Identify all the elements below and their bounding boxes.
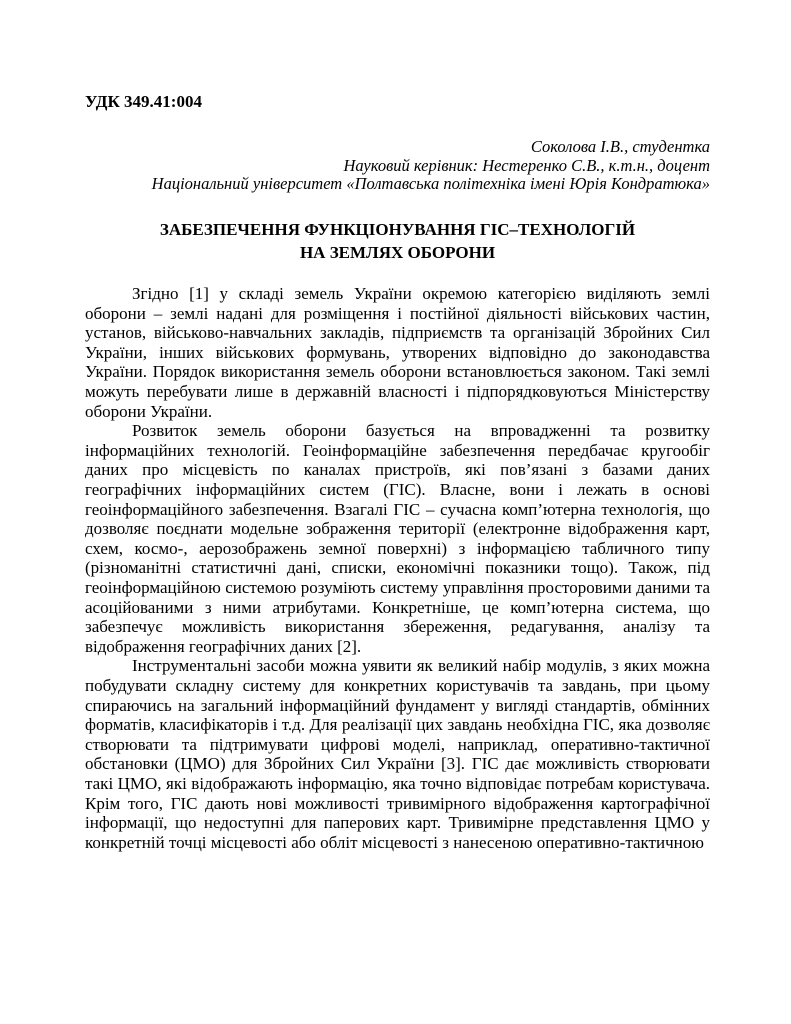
byline-block	[85, 138, 710, 194]
paragraph-3: Інструментальні засоби можна уявити як великий набір модулів, з яких можна побудувати складну систему для конкретних користувачів та завдань, при цьому спираючись на загальний інформаційний фундамент у вигляді стандартів, обмінних форматів, класифікаторів і т.д. Для реалізації цих завдань необхідна ГІС, яка дозволяє створювати та підтримувати цифрові моделі, наприклад, оперативно-тактичної обстановки (ЦМО) для Збройних Сил України [3]. ГІС дає можливість створювати такі ЦМО, які відображають інформацію, яка точно відповідає потребам користувача. Крім того, ГІС дають нові можливості тривимірного відображення картографічної інформації, що недоступні для паперових карт. Тривимірне представлення ЦМО у конкретній точці місцевості або обліт місцевості з нанесеною оперативно-тактичною	[85, 656, 710, 852]
paper-title-line-1: ЗАБЕЗПЕЧЕННЯ ФУНКЦІОНУВАННЯ ГІС–ТЕХНОЛОГІЙ	[159, 220, 636, 240]
article-body	[85, 284, 710, 852]
udc-code: УДК 349.41:004	[85, 92, 202, 111]
university-line: Національний університет «Полтавська політехніка імені Юрія Кондратюка»	[151, 174, 710, 194]
paragraph-1: Згідно [1] у складі земель України окремою категорією виділяють землі оборони – землі надані для розміщення і постійної діяльності військових частин, установ, військово-навчальних закладів, підприємств та організацій Збройних Сил України, інших військових формувань, утворених відповідно до законодавства України. Порядок використання земель оборони встановлюється законом. Такі землі можуть перебувати лише в державній власності і підпорядковуються Міністерству оборони України.	[85, 284, 710, 421]
paragraph-2: Розвиток земель оборони базується на впровадженні та розвитку інформаційних технологій. Геоінформаційне забезпечення передбачає кругообіг даних про місцевість по каналах пристроїв, які пов’язані з базами даних географічних інформаційних систем (ГІС). Власне, вони і лежать в основі геоінформаційного забезпечення. Взагалі ГІС – сучасна комп’ютерна технологія, що дозволяє поєднати модельне зображення території (електронне відображення карт, схем, космо-, аерозображень земної поверхні) з інформацією табличного типу (різноманітні статистичні дані, списки, економічні показники тощо). Також, під геоінформаційною системою розуміють систему управління просторовими даними та асоційованими з ними атрибутами. Конкретніше, це комп’ютерна система, що забезпечує можливість використання збереження, редагування, аналізу та відображення географічних даних [2].	[85, 421, 710, 656]
paper-title	[85, 218, 710, 264]
supervisor-line: Науковий керівник: Нестеренко С.В., к.т.н., доцент	[343, 155, 710, 175]
author-line: Соколова І.В., студентка	[530, 137, 710, 156]
paper-title-line-2: НА ЗЕМЛЯХ ОБОРОНИ	[299, 243, 496, 263]
